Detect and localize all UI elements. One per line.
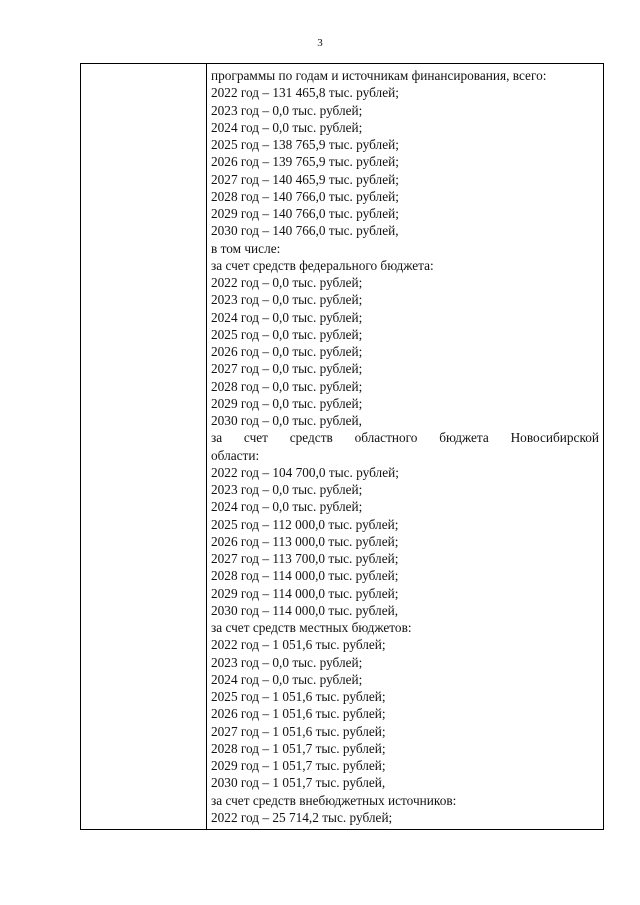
text-line: 2026 год – 0,0 тыс. рублей; [211, 344, 363, 359]
text-line: 2022 год – 131 465,8 тыс. рублей; [211, 85, 399, 101]
text-line: 2028 год – 114 000,0 тыс. рублей; [211, 568, 399, 584]
text-line: 2023 год – 0,0 тыс. рублей; [211, 292, 363, 308]
text-line: за счет средств местных бюджетов: [211, 620, 412, 635]
text-line: 2029 год – 140 766,0 тыс. рублей; [211, 206, 399, 221]
financing-text-cell [207, 64, 603, 829]
text-line: 2027 год – 140 465,9 тыс. рублей; [211, 171, 399, 187]
text-line: 2022 год – 1 051,6 тыс. рублей; [211, 637, 386, 653]
text-line: 2026 год – 113 000,0 тыс. рублей; [211, 533, 399, 549]
text-line: 2028 год – 140 766,0 тыс. рублей; [211, 188, 399, 204]
text-line: 2023 год – 0,0 тыс. рублей; [211, 482, 363, 497]
text-line: за счет средств областного бюджета Новосибирской [211, 430, 599, 446]
text-line: 2024 год – 0,0 тыс. рублей; [211, 119, 363, 135]
text-line: 2029 год – 0,0 тыс. рублей; [211, 395, 363, 411]
text-line: 2025 год – 1 051,6 тыс. рублей; [211, 689, 386, 704]
document-table [80, 63, 604, 830]
text-line: в том числе: [211, 240, 281, 256]
text-line: 2027 год – 0,0 тыс. рублей; [211, 361, 363, 377]
text-line: 2029 год – 1 051,7 тыс. рублей; [211, 758, 386, 773]
text-line: 2030 год – 140 766,0 тыс. рублей, [211, 223, 399, 239]
text-line: 2024 год – 0,0 тыс. рублей; [211, 309, 363, 325]
text-line: 2023 год – 0,0 тыс. рублей; [211, 654, 363, 670]
text-line: 2026 год – 1 051,6 тыс. рублей; [211, 706, 386, 722]
text-line: программы по годам и источникам финансирования, всего: [211, 68, 547, 83]
text-line: 2027 год – 1 051,6 тыс. рублей; [211, 723, 386, 739]
text-line: 2025 год – 112 000,0 тыс. рублей; [211, 516, 399, 532]
text-line: 2025 год – 138 765,9 тыс. рублей; [211, 137, 399, 152]
text-line: 2024 год – 0,0 тыс. рублей; [211, 671, 363, 687]
text-line: 2022 год – 104 700,0 тыс. рублей; [211, 464, 399, 480]
text-line: 2027 год – 113 700,0 тыс. рублей; [211, 551, 399, 566]
text-line: 2022 год – 0,0 тыс. рублей; [211, 275, 363, 290]
text-line: 2022 год – 25 714,2 тыс. рублей; [211, 809, 393, 825]
text-line: 2029 год – 114 000,0 тыс. рублей; [211, 585, 399, 601]
text-line: за счет средств федерального бюджета: [211, 257, 434, 273]
page-number: 3 [317, 37, 323, 49]
text-line: 2023 год – 0,0 тыс. рублей; [211, 102, 363, 118]
text-line: 2026 год – 139 765,9 тыс. рублей; [211, 154, 399, 170]
text-line: 2024 год – 0,0 тыс. рублей; [211, 499, 363, 515]
table-left-cell [81, 64, 207, 829]
text-line: за счет средств внебюджетных источников: [211, 792, 457, 808]
text-line: 2025 год – 0,0 тыс. рублей; [211, 326, 363, 342]
text-line: 2028 год – 0,0 тыс. рублей; [211, 378, 363, 394]
text-line: 2030 год – 1 051,7 тыс. рублей, [211, 775, 386, 791]
text-line: 2030 год – 0,0 тыс. рублей, [211, 413, 362, 428]
text-line: 2030 год – 114 000,0 тыс. рублей, [211, 602, 399, 618]
text-line: 2028 год – 1 051,7 тыс. рублей; [211, 740, 386, 756]
text-line: области: [211, 447, 260, 463]
